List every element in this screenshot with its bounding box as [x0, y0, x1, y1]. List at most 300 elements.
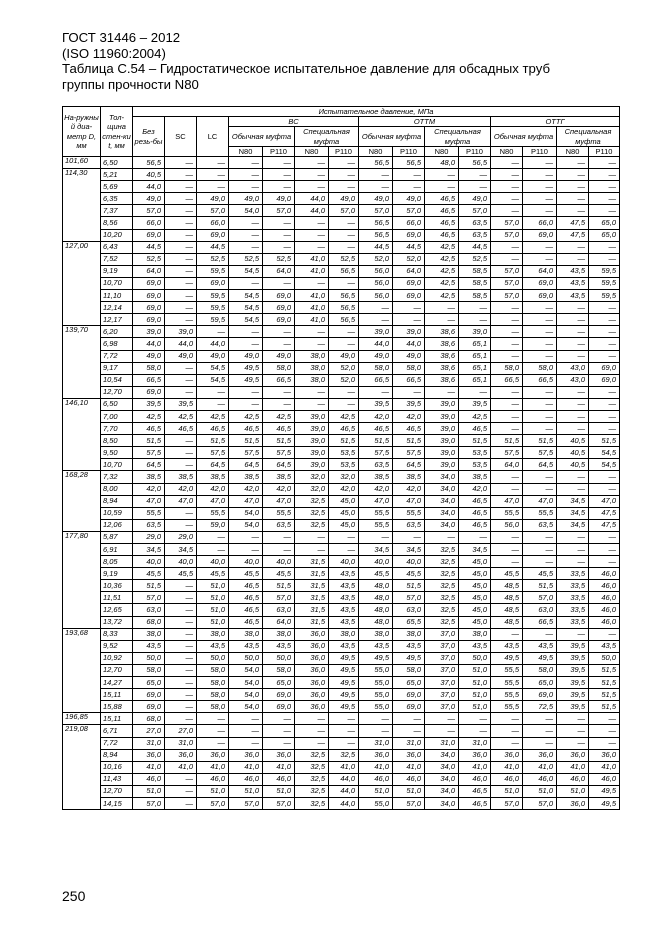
cell-pressure: 32,5	[295, 507, 329, 519]
cell-pressure: —	[165, 362, 197, 374]
cell-pressure: 32,5	[425, 616, 459, 628]
cell-pressure: 48,5	[491, 592, 523, 604]
cell-pressure: —	[229, 326, 263, 338]
cell-pressure: 33,5	[557, 616, 589, 628]
cell-pressure: —	[295, 229, 329, 241]
cell-pressure: 47,0	[359, 495, 393, 507]
cell-pressure: 46,5	[393, 423, 425, 435]
cell-pressure: 49,0	[229, 193, 263, 205]
cell-pressure: 33,5	[557, 592, 589, 604]
cell-pressure: 55,0	[359, 677, 393, 689]
cell-pressure: 48,5	[491, 604, 523, 616]
cell-pressure: 46,0	[589, 592, 620, 604]
group-ottg: ОТТГ	[491, 117, 620, 127]
cell-pressure: 50,0	[459, 652, 491, 664]
grade-p110: Р110	[459, 147, 491, 157]
cell-pressure: 38,0	[329, 628, 359, 640]
cell-pressure: 58,0	[491, 362, 523, 374]
cell-pressure: —	[393, 314, 425, 326]
cell-pressure: —	[295, 326, 329, 338]
cell-pressure: —	[523, 241, 557, 253]
cell-pressure: 51,5	[589, 677, 620, 689]
grade-n80: N80	[359, 147, 393, 157]
cell-pressure: 36,0	[459, 749, 491, 761]
cell-pressure: 44,0	[133, 338, 165, 350]
cell-pressure: —	[557, 398, 589, 410]
cell-pressure: 46,0	[491, 773, 523, 785]
cell-thickness: 10,70	[101, 277, 133, 289]
cell-thickness: 5,69	[101, 181, 133, 193]
cell-pressure: 41,0	[263, 761, 295, 773]
cell-pressure: 41,0	[589, 761, 620, 773]
cell-pressure: —	[165, 773, 197, 785]
cell-pressure: 57,0	[491, 290, 523, 302]
cell-diameter: 177,80	[63, 531, 101, 628]
cell-pressure: 51,5	[393, 435, 425, 447]
cell-pressure: 37,0	[425, 664, 459, 676]
cell-pressure: 57,5	[197, 447, 229, 459]
cell-pressure: 48,0	[359, 592, 393, 604]
cell-pressure: —	[329, 181, 359, 193]
cell-pressure: —	[589, 241, 620, 253]
cell-pressure: —	[557, 157, 589, 169]
cell-pressure: 55,0	[359, 689, 393, 701]
cell-pressure: 42,5	[425, 241, 459, 253]
cell-thickness: 10,70	[101, 459, 133, 471]
cell-pressure: 66,5	[393, 374, 425, 386]
cell-pressure: 51,5	[589, 701, 620, 713]
cell-pressure: —	[557, 531, 589, 543]
cell-pressure: —	[557, 483, 589, 495]
cell-pressure: 49,5	[589, 797, 620, 809]
cell-pressure: 55,5	[491, 701, 523, 713]
cell-pressure: 52,5	[197, 253, 229, 265]
cell-pressure: 52,0	[359, 253, 393, 265]
cell-pressure: 49,0	[263, 350, 295, 362]
cell-pressure: 56,0	[491, 519, 523, 531]
cell-pressure: 49,5	[393, 652, 425, 664]
cell-pressure: —	[523, 169, 557, 181]
cell-pressure: 36,0	[295, 701, 329, 713]
cell-pressure: 51,0	[197, 785, 229, 797]
cell-pressure: —	[329, 398, 359, 410]
cell-pressure: 40,0	[229, 556, 263, 568]
cell-pressure: 51,5	[329, 435, 359, 447]
cell-pressure: 49,0	[393, 193, 425, 205]
cell-pressure: —	[229, 386, 263, 398]
cell-pressure: 47,0	[229, 495, 263, 507]
cell-pressure: 69,0	[133, 701, 165, 713]
cell-pressure: 49,0	[197, 350, 229, 362]
cell-pressure: —	[491, 181, 523, 193]
cell-pressure: —	[491, 423, 523, 435]
cell-pressure: —	[557, 423, 589, 435]
cell-pressure: 34,0	[425, 507, 459, 519]
cell-pressure: 43,5	[263, 640, 295, 652]
cell-pressure: 49,5	[329, 701, 359, 713]
cell-pressure: —	[197, 169, 229, 181]
cell-pressure: 42,0	[393, 483, 425, 495]
cell-pressure: 32,5	[295, 797, 329, 809]
cell-pressure: 56,5	[329, 302, 359, 314]
table-row	[63, 604, 620, 616]
cell-pressure: 52,5	[263, 253, 295, 265]
cell-pressure: 38,0	[133, 628, 165, 640]
grade-p110: Р110	[329, 147, 359, 157]
cell-pressure: —	[491, 169, 523, 181]
cell-pressure: —	[523, 338, 557, 350]
table-row	[63, 519, 620, 531]
cell-pressure: —	[359, 314, 393, 326]
table-caption: Таблица С.54 – Гидростатическое испытательное давление для обсадных труб	[62, 61, 550, 77]
cell-thickness: 13,72	[101, 616, 133, 628]
cell-pressure: 65,0	[133, 677, 165, 689]
cell-thickness: 10,20	[101, 229, 133, 241]
cell-pressure: —	[523, 556, 557, 568]
cell-pressure: —	[295, 277, 329, 289]
cell-pressure: 45,5	[229, 568, 263, 580]
cell-pressure: 39,5	[459, 398, 491, 410]
cell-thickness: 6,98	[101, 338, 133, 350]
cell-pressure: 46,0	[197, 773, 229, 785]
cell-pressure: 47,0	[263, 495, 295, 507]
cell-thickness: 5,21	[101, 169, 133, 181]
cell-pressure: —	[165, 640, 197, 652]
grade-p110: Р110	[393, 147, 425, 157]
cell-pressure: 33,5	[557, 568, 589, 580]
cell-pressure: 49,0	[393, 350, 425, 362]
cell-pressure: 49,5	[329, 677, 359, 689]
cell-pressure: 55,5	[263, 507, 295, 519]
cell-pressure: 41,0	[523, 761, 557, 773]
cell-pressure: 64,5	[263, 459, 295, 471]
col-outer-diameter: На-ружны й диа-метр D, мм	[63, 107, 101, 157]
cell-pressure: —	[491, 241, 523, 253]
cell-pressure: 31,0	[359, 737, 393, 749]
cell-pressure: 39,0	[425, 459, 459, 471]
cell-pressure: —	[557, 253, 589, 265]
cell-pressure: 32,5	[425, 544, 459, 556]
cell-pressure: 39,0	[295, 447, 329, 459]
cell-pressure: —	[589, 556, 620, 568]
table-body	[63, 157, 620, 810]
cell-thickness: 14,27	[101, 677, 133, 689]
cell-pressure: 41,0	[359, 761, 393, 773]
cell-pressure: —	[589, 386, 620, 398]
cell-pressure: 49,5	[589, 785, 620, 797]
cell-pressure: 54,5	[589, 459, 620, 471]
cell-pressure: 46,5	[459, 785, 491, 797]
cell-pressure: —	[165, 701, 197, 713]
cell-pressure: 46,0	[589, 568, 620, 580]
cell-pressure: 49,5	[523, 652, 557, 664]
cell-pressure: —	[557, 326, 589, 338]
cell-pressure: 40,0	[329, 556, 359, 568]
cell-pressure: 43,5	[329, 592, 359, 604]
cell-pressure: —	[329, 157, 359, 169]
cell-pressure: —	[491, 398, 523, 410]
cell-pressure: —	[165, 785, 197, 797]
table-row	[63, 556, 620, 568]
table-row	[63, 628, 620, 640]
cell-pressure: —	[557, 193, 589, 205]
cell-thickness: 12,65	[101, 604, 133, 616]
cell-pressure: —	[165, 797, 197, 809]
cell-pressure: 43,5	[393, 640, 425, 652]
cell-pressure: —	[425, 725, 459, 737]
cell-pressure: 38,5	[165, 471, 197, 483]
cell-pressure: —	[197, 544, 229, 556]
cell-pressure: —	[329, 277, 359, 289]
cell-pressure: 65,0	[589, 229, 620, 241]
cell-pressure: —	[197, 386, 229, 398]
cell-pressure: 43,0	[557, 374, 589, 386]
cell-pressure: 45,0	[459, 592, 491, 604]
cell-pressure: 49,0	[329, 193, 359, 205]
cell-pressure: 44,0	[165, 338, 197, 350]
cell-pressure: 32,5	[295, 773, 329, 785]
cell-pressure: —	[589, 737, 620, 749]
cell-pressure: —	[393, 169, 425, 181]
cell-pressure: 46,5	[459, 507, 491, 519]
table-row	[63, 290, 620, 302]
cell-thickness: 14,15	[101, 797, 133, 809]
cell-thickness: 15,11	[101, 713, 133, 725]
cell-pressure: 32,0	[295, 483, 329, 495]
cell-pressure: 48,0	[359, 616, 393, 628]
cell-pressure: 43,5	[329, 580, 359, 592]
cell-pressure: 27,0	[133, 725, 165, 737]
cell-pressure: 49,5	[491, 652, 523, 664]
cell-pressure: 53,5	[459, 459, 491, 471]
ottm-special: Специальная муфта	[425, 127, 491, 147]
cell-pressure: —	[165, 205, 197, 217]
cell-pressure: —	[229, 713, 263, 725]
cell-thickness: 8,56	[101, 217, 133, 229]
cell-pressure: 53,5	[329, 459, 359, 471]
cell-pressure: 69,0	[523, 229, 557, 241]
cell-pressure: 38,6	[425, 350, 459, 362]
cell-pressure: —	[329, 544, 359, 556]
cell-pressure: 55,5	[491, 689, 523, 701]
cell-pressure: —	[523, 410, 557, 422]
cell-pressure: 57,5	[393, 447, 425, 459]
cell-pressure: 48,5	[491, 616, 523, 628]
cell-pressure: 46,5	[133, 423, 165, 435]
cell-pressure: —	[359, 302, 393, 314]
cell-pressure: —	[329, 386, 359, 398]
cell-pressure: 34,5	[557, 495, 589, 507]
cell-pressure: 31,0	[165, 737, 197, 749]
cell-pressure: 39,5	[133, 398, 165, 410]
cell-pressure: —	[263, 386, 295, 398]
table-row	[63, 423, 620, 435]
cell-pressure: —	[197, 737, 229, 749]
cell-pressure: 55,0	[359, 797, 393, 809]
cell-pressure: 46,0	[589, 580, 620, 592]
cell-pressure: 56,0	[359, 265, 393, 277]
cell-pressure: 59,5	[197, 290, 229, 302]
cell-diameter: 168,28	[63, 471, 101, 531]
table-row	[63, 265, 620, 277]
cell-pressure: —	[589, 483, 620, 495]
cell-pressure: —	[197, 181, 229, 193]
cell-pressure: —	[459, 314, 491, 326]
cell-pressure: —	[425, 169, 459, 181]
cell-pressure: —	[165, 689, 197, 701]
cell-pressure: 57,5	[359, 447, 393, 459]
cell-thickness: 10,59	[101, 507, 133, 519]
cell-pressure: —	[491, 410, 523, 422]
cell-pressure: —	[523, 181, 557, 193]
iso-reference: (ISO 11960:2004)	[62, 45, 166, 61]
table-row	[63, 737, 620, 749]
cell-pressure: —	[557, 556, 589, 568]
cell-pressure: 51,0	[133, 785, 165, 797]
cell-pressure: 32,5	[295, 519, 329, 531]
cell-pressure: 39,0	[133, 326, 165, 338]
cell-pressure: 41,0	[133, 761, 165, 773]
cell-pressure: 49,5	[229, 374, 263, 386]
cell-pressure: —	[523, 628, 557, 640]
cell-pressure: 51,5	[589, 664, 620, 676]
table-row	[63, 797, 620, 809]
cell-thickness: 11,43	[101, 773, 133, 785]
cell-pressure: 39,5	[557, 664, 589, 676]
cell-pressure: —	[165, 677, 197, 689]
cell-thickness: 15,88	[101, 701, 133, 713]
cell-pressure: 50,0	[229, 652, 263, 664]
cell-pressure: 31,5	[295, 592, 329, 604]
cell-pressure: 57,0	[459, 205, 491, 217]
table-row	[63, 253, 620, 265]
cell-thickness: 9,19	[101, 265, 133, 277]
cell-thickness: 9,17	[101, 362, 133, 374]
cell-pressure: 42,5	[263, 410, 295, 422]
cell-pressure: 64,5	[523, 459, 557, 471]
cell-pressure: 43,5	[491, 640, 523, 652]
cell-pressure: 51,0	[229, 785, 263, 797]
bc-ordinary: Обычная муфта	[229, 127, 295, 147]
cell-thickness: 10,36	[101, 580, 133, 592]
cell-pressure: 36,0	[557, 749, 589, 761]
cell-pressure: 56,5	[329, 290, 359, 302]
table-row	[63, 362, 620, 374]
cell-pressure: 44,5	[359, 241, 393, 253]
cell-pressure: 46,5	[425, 217, 459, 229]
cell-pressure: —	[557, 241, 589, 253]
cell-pressure: 51,0	[393, 785, 425, 797]
cell-pressure: —	[165, 519, 197, 531]
cell-pressure: 42,5	[165, 410, 197, 422]
cell-pressure: 41,0	[295, 314, 329, 326]
cell-pressure: 44,5	[133, 241, 165, 253]
cell-pressure: 38,5	[459, 471, 491, 483]
cell-pressure: 44,0	[295, 205, 329, 217]
cell-pressure: 31,5	[295, 580, 329, 592]
cell-pressure: 44,0	[359, 338, 393, 350]
cell-pressure: 66,5	[491, 374, 523, 386]
cell-pressure: 36,0	[295, 677, 329, 689]
cell-pressure: 38,0	[459, 628, 491, 640]
cell-pressure: 47,5	[589, 507, 620, 519]
cell-pressure: 44,0	[295, 193, 329, 205]
cell-pressure: 54,5	[229, 265, 263, 277]
cell-pressure: 32,5	[295, 495, 329, 507]
cell-pressure: 49,0	[329, 350, 359, 362]
cell-pressure: 55,0	[359, 664, 393, 676]
cell-pressure: 69,0	[263, 701, 295, 713]
cell-pressure: —	[165, 157, 197, 169]
cell-pressure: —	[589, 157, 620, 169]
cell-pressure: 51,5	[229, 435, 263, 447]
cell-thickness: 6,35	[101, 193, 133, 205]
table-row	[63, 640, 620, 652]
cell-pressure: 54,5	[197, 362, 229, 374]
cell-pressure: 57,0	[523, 592, 557, 604]
cell-pressure: 39,5	[393, 398, 425, 410]
cell-pressure: 55,5	[197, 507, 229, 519]
cell-pressure: —	[359, 386, 393, 398]
cell-pressure: 36,0	[491, 749, 523, 761]
cell-pressure: 69,0	[133, 314, 165, 326]
cell-pressure: 46,5	[263, 423, 295, 435]
cell-pressure: 36,0	[197, 749, 229, 761]
cell-pressure: 34,0	[425, 483, 459, 495]
cell-pressure: 46,0	[589, 604, 620, 616]
cell-thickness: 9,50	[101, 447, 133, 459]
col-wall-thickness: Тол-щина стен-ки t, мм	[101, 107, 133, 157]
grade-n80: N80	[425, 147, 459, 157]
cell-pressure: 50,0	[197, 652, 229, 664]
cell-pressure: 32,5	[295, 749, 329, 761]
cell-pressure: 43,5	[459, 640, 491, 652]
table-row	[63, 677, 620, 689]
cell-pressure: —	[491, 157, 523, 169]
cell-pressure: 49,0	[359, 350, 393, 362]
cell-pressure: —	[491, 338, 523, 350]
cell-pressure: 63,0	[133, 604, 165, 616]
cell-pressure: 46,0	[229, 773, 263, 785]
table-row	[63, 181, 620, 193]
cell-pressure: 39,0	[295, 410, 329, 422]
cell-pressure: —	[165, 435, 197, 447]
cell-pressure: 43,5	[329, 568, 359, 580]
cell-pressure: 36,0	[295, 640, 329, 652]
cell-pressure: —	[359, 725, 393, 737]
cell-pressure: 58,0	[197, 677, 229, 689]
cell-pressure: 55,5	[523, 507, 557, 519]
cell-pressure: 51,0	[459, 664, 491, 676]
cell-pressure: 33,5	[557, 580, 589, 592]
cell-pressure: 46,5	[229, 423, 263, 435]
cell-diameter: 139,70	[63, 326, 101, 399]
cell-pressure: 64,5	[393, 459, 425, 471]
cell-pressure: 38,5	[133, 471, 165, 483]
cell-pressure: 52,0	[329, 374, 359, 386]
cell-pressure: —	[197, 157, 229, 169]
cell-pressure: 40,0	[133, 556, 165, 568]
cell-pressure: —	[491, 531, 523, 543]
cell-pressure: 57,5	[523, 447, 557, 459]
cell-pressure: —	[557, 713, 589, 725]
cell-pressure: 42,0	[165, 483, 197, 495]
cell-pressure: 46,5	[425, 205, 459, 217]
cell-pressure: 44,5	[393, 241, 425, 253]
cell-pressure: 49,5	[359, 652, 393, 664]
cell-pressure: 34,5	[393, 544, 425, 556]
cell-pressure: 50,0	[133, 652, 165, 664]
